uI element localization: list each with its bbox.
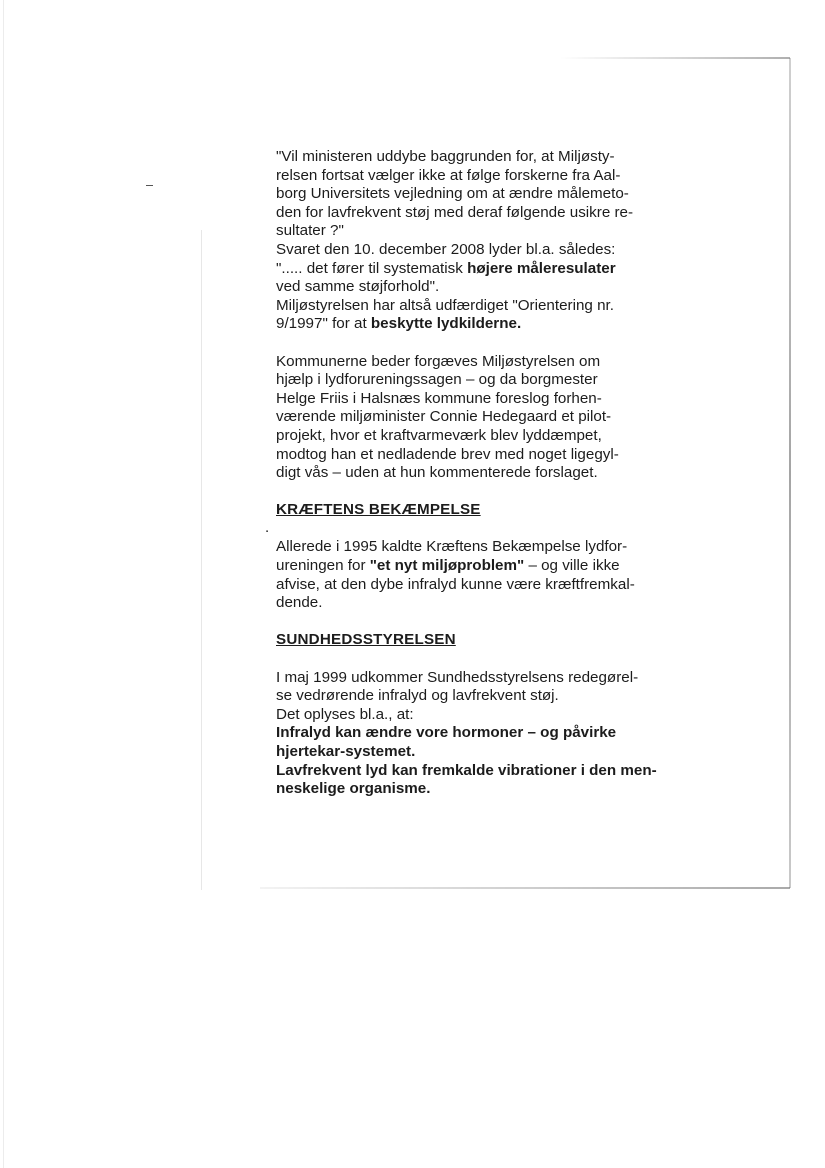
text-segment: "..... det fører til systematisk xyxy=(276,259,468,277)
cancer-paragraph xyxy=(276,538,716,612)
text-line: se vedrørende infralyd og lavfrekvent støj. xyxy=(276,687,559,705)
question-paragraph xyxy=(276,148,716,241)
text-line xyxy=(276,315,716,334)
text-line xyxy=(276,260,716,279)
paragraph-gap xyxy=(276,483,716,502)
text-segment: ureningen for xyxy=(276,557,370,575)
text-line: "Vil ministeren uddybe baggrunden for, at Miljøsty- xyxy=(276,148,615,165)
text-line: modtog han et nedladende brev med noget ligegyl- xyxy=(276,445,619,463)
bold-line: Lavfrekvent lyd kan fremkalde vibrationer i den men- xyxy=(276,761,657,779)
text-line: afvise, at den dybe infralyd kunne være kræftfremkal- xyxy=(276,575,635,593)
text-line: Det oplyses bl.a., at: xyxy=(276,705,414,723)
text-line: relsen fortsat vælger ikke at følge forskerne fra Aal- xyxy=(276,166,621,184)
text-line: sultater ?" xyxy=(276,222,344,240)
margin-dash xyxy=(146,185,153,186)
text-line: ved samme støjforhold". xyxy=(276,278,440,296)
section-heading-health: SUNDHEDSSTYRELSEN xyxy=(276,631,456,649)
health-paragraph xyxy=(276,669,716,799)
municipalities-paragraph xyxy=(276,353,716,483)
section-heading-cancer: KRÆFTENS BEKÆMPELSE xyxy=(276,501,481,519)
text-line: dende. xyxy=(276,594,323,612)
bold-phrase: "et nyt miljøproblem" xyxy=(369,557,525,575)
text-line: Helge Friis i Halsnæs kommune foreslog forhen- xyxy=(276,389,602,407)
text-line: værende miljøminister Connie Hedegaard et pilot- xyxy=(276,408,612,426)
scan-frame-right xyxy=(789,58,791,888)
paragraph-gap xyxy=(276,520,716,539)
text-segment: 9/1997" for at xyxy=(276,315,371,333)
paragraph-gap xyxy=(276,650,716,669)
text-line: den for lavfrekvent støj med deraf følgende usikre re- xyxy=(276,203,634,221)
text-line: I maj 1999 udkommer Sundhedsstyrelsens redegørel- xyxy=(276,668,639,686)
margin-dot: . xyxy=(265,519,270,536)
bold-line: hjertekar-systemet. xyxy=(276,743,416,760)
paragraph-gap xyxy=(276,334,716,353)
scan-frame-left xyxy=(201,230,202,890)
text-line: Miljøstyrelsen har altså udfærdiget "Orientering nr. xyxy=(276,296,614,314)
scan-frame-bottom xyxy=(260,887,790,889)
text-line: hjælp i lydforureningssagen – og da borgmester xyxy=(276,371,598,389)
bold-line: Infralyd kan ændre vore hormoner – og påvirke xyxy=(276,724,617,742)
text-segment: – og ville ikke xyxy=(524,557,620,575)
text-line: borg Universitets vejledning om at ændre målemeto- xyxy=(276,185,629,203)
bold-phrase: beskytte lydkilderne. xyxy=(370,315,522,333)
text-line xyxy=(276,557,716,576)
page-edge xyxy=(3,0,4,1168)
text-line: Allerede i 1995 kaldte Kræftens Bekæmpelse lydfor- xyxy=(276,538,628,556)
text-line: Svaret den 10. december 2008 lyder bl.a. således: xyxy=(276,240,616,258)
document-body xyxy=(276,148,716,799)
bold-phrase: højere måleresulater xyxy=(467,259,616,277)
text-line: Kommunerne beder forgæves Miljøstyrelsen om xyxy=(276,352,601,370)
answer-paragraph xyxy=(276,241,716,334)
text-line: digt vås – uden at hun kommenterede forslaget. xyxy=(276,464,598,482)
paragraph-gap xyxy=(276,613,716,632)
scan-frame-top xyxy=(560,57,790,59)
text-line: projekt, hvor et kraftvarmeværk blev lyddæmpet, xyxy=(276,426,602,444)
bold-line: neskelige organisme. xyxy=(276,780,431,798)
